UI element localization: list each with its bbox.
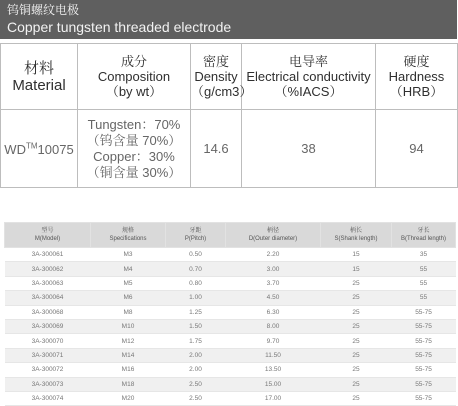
cell-shank: 25: [321, 276, 392, 290]
table-row: [5, 334, 456, 348]
cell-spec: M12: [91, 334, 166, 348]
cell-model: 3A-300070: [5, 334, 91, 348]
table-row: [5, 291, 456, 305]
cell-pitch: 0.80: [166, 276, 226, 290]
properties-header-row: [1, 44, 458, 110]
table-row: [5, 391, 456, 405]
spec-header-thread-length: 牙长 B(Thread length): [392, 223, 456, 248]
cell-diameter: 11.50: [226, 348, 321, 362]
cell-thread: 35: [392, 248, 456, 262]
spec-header-specifications: 规格 Specifications: [91, 223, 166, 248]
cell-model: 3A-300063: [5, 276, 91, 290]
table-row: [5, 276, 456, 290]
header-banner: [0, 0, 457, 39]
cell-thread: 55-75: [392, 377, 456, 391]
spec-header-model: 型号 M(Model): [5, 223, 91, 248]
cell-diameter: 4.50: [226, 291, 321, 305]
cell-model: 3A-300068: [5, 305, 91, 319]
spec-header-pitch: 牙距 P(Pitch): [166, 223, 226, 248]
header-material: 材料 Material: [1, 44, 78, 110]
cell-spec: M14: [91, 348, 166, 362]
cell-shank: 15: [321, 248, 392, 262]
cell-shank: 25: [321, 348, 392, 362]
cell-spec: M5: [91, 276, 166, 290]
spec-header-outer-diameter: 柄径 D(Outer diameter): [226, 223, 321, 248]
density-cell: 14.6: [191, 110, 242, 188]
table-row: [5, 363, 456, 377]
cell-model: 3A-300061: [5, 248, 91, 262]
banner-title-zh: 钨铜螺纹电极: [7, 3, 80, 17]
cell-model: 3A-300062: [5, 262, 91, 276]
cell-diameter: 13.50: [226, 363, 321, 377]
table-row: [5, 348, 456, 362]
properties-data-row: [1, 110, 458, 188]
cell-thread: 55-75: [392, 391, 456, 405]
header-hardness: 硬度 Hardness （HRB）: [376, 44, 458, 110]
material-cell: WD™10075: [1, 110, 78, 188]
cell-model: 3A-300069: [5, 319, 91, 333]
cell-spec: M20: [91, 391, 166, 405]
cell-shank: 25: [321, 305, 392, 319]
cell-shank: 25: [321, 334, 392, 348]
cell-spec: M3: [91, 248, 166, 262]
cell-spec: M6: [91, 291, 166, 305]
cell-diameter: 3.70: [226, 276, 321, 290]
cell-model: 3A-300073: [5, 377, 91, 391]
cell-pitch: 2.00: [166, 363, 226, 377]
cell-pitch: 0.50: [166, 248, 226, 262]
table-row: [5, 305, 456, 319]
header-density: 密度 Density （g/cm3）: [191, 44, 242, 110]
cell-pitch: 1.75: [166, 334, 226, 348]
cell-diameter: 6.30: [226, 305, 321, 319]
cell-shank: 15: [321, 262, 392, 276]
cell-spec: M8: [91, 305, 166, 319]
hardness-cell: 94: [376, 110, 458, 188]
conductivity-cell: 38: [242, 110, 376, 188]
cell-thread: 55-75: [392, 319, 456, 333]
cell-pitch: 1.50: [166, 319, 226, 333]
spec-header-row: [5, 223, 456, 248]
cell-pitch: 1.25: [166, 305, 226, 319]
table-row: [5, 377, 456, 391]
cell-shank: 25: [321, 363, 392, 377]
spec-header-shank-length: 柄长 S(Shank length): [321, 223, 392, 248]
cell-model: 3A-300074: [5, 391, 91, 405]
cell-thread: 55: [392, 291, 456, 305]
cell-shank: 25: [321, 291, 392, 305]
cell-thread: 55: [392, 262, 456, 276]
cell-spec: M16: [91, 363, 166, 377]
cell-model: 3A-300071: [5, 348, 91, 362]
header-composition: 成分 Composition （by wt）: [78, 44, 191, 110]
cell-shank: 25: [321, 391, 392, 405]
cell-pitch: 1.00: [166, 291, 226, 305]
cell-spec: M4: [91, 262, 166, 276]
cell-thread: 55: [392, 276, 456, 290]
cell-diameter: 2.20: [226, 248, 321, 262]
spec-table-body: [5, 248, 456, 406]
cell-pitch: 2.50: [166, 391, 226, 405]
composition-cell: Tungsten：70% （钨含量 70%） Copper：30% （铜含量 30%）: [78, 110, 191, 188]
cell-diameter: 15.00: [226, 377, 321, 391]
properties-table: [0, 43, 458, 188]
banner-title-en: Copper tungsten threaded electrode: [7, 19, 232, 35]
spec-table: [4, 222, 456, 406]
cell-shank: 25: [321, 377, 392, 391]
cell-pitch: 0.70: [166, 262, 226, 276]
table-row: [5, 319, 456, 333]
cell-diameter: 9.70: [226, 334, 321, 348]
cell-model: 3A-300064: [5, 291, 91, 305]
cell-spec: M10: [91, 319, 166, 333]
cell-thread: 55-75: [392, 348, 456, 362]
cell-diameter: 3.00: [226, 262, 321, 276]
cell-thread: 55-75: [392, 363, 456, 377]
cell-spec: M18: [91, 377, 166, 391]
cell-thread: 55-75: [392, 334, 456, 348]
cell-shank: 25: [321, 319, 392, 333]
cell-model: 3A-300072: [5, 363, 91, 377]
cell-diameter: 8.00: [226, 319, 321, 333]
table-row: [5, 248, 456, 262]
cell-pitch: 2.50: [166, 377, 226, 391]
cell-diameter: 17.00: [226, 391, 321, 405]
header-conductivity: 电导率 Electrical conductivity （%IACS）: [242, 44, 376, 110]
cell-thread: 55-75: [392, 305, 456, 319]
table-row: [5, 262, 456, 276]
cell-pitch: 2.00: [166, 348, 226, 362]
